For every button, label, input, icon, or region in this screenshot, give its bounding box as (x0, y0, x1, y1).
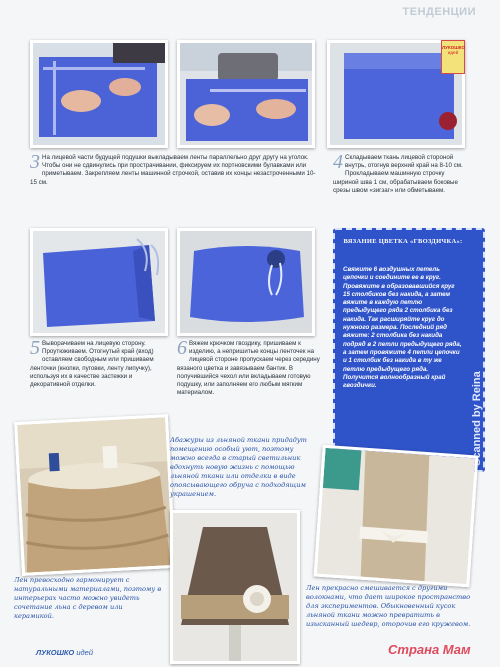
step-3-image (33, 43, 165, 145)
table-image (17, 417, 173, 573)
footer-logo (36, 648, 93, 657)
magazine-badge-title: ЛУКОШКО (442, 45, 465, 50)
table-photo (14, 414, 176, 576)
step-6-photo (177, 228, 315, 336)
magazine-badge-sub: идей (447, 50, 459, 55)
step-3-number: 3 (30, 151, 40, 173)
table-caption: Лен превосходно гармонирует с натуральными материалами, поэтому в интерьерах часто можно увидеть сочетание льна с деревом или керамикой. (14, 576, 162, 620)
table-runner-photo (314, 445, 479, 588)
step-3-text (30, 151, 316, 187)
step-4-text (333, 151, 463, 195)
table-runner-caption: Лен прекрасно смешивается с другими волокнами, что дает широкое пространство для экспериментов. Обыкновенный кусок льняной ткани можно превратить в изысканный шедевр, оторочив его кружевом. (306, 584, 471, 628)
step-3-body: На лицевой части будущей подушки выкладываем ленты параллельно друг другу на уголок. Чтобы они не сдвинулись при прострачивании, фиксируем их портновскими булавками или приметываем. Закрепляем ленты машинной строчкой, оставив их концы незастроченными 10-15 см. (30, 154, 316, 186)
step-4-number: 4 (333, 151, 343, 173)
scan-credit: Scanned by Reina (471, 371, 483, 466)
step-5-number: 5 (30, 337, 40, 359)
step-3-photo (30, 40, 168, 148)
magazine-badge (441, 40, 465, 74)
footer-logo-title: ЛУКОШКО (36, 648, 75, 657)
footer-watermark: Страна Мам (388, 642, 471, 657)
lampshade-image (173, 513, 297, 661)
step-5-body: Выворачиваем на лицевую сторону. Проутюживаем. Отогнутый край (вход) оставляем свободным или пришиваем ленточки (кнопки, пуговки, ленту липучку), используя их в качестве застежки и декоративной отделки. (30, 340, 154, 389)
step-5-image (33, 231, 165, 333)
step-4-body: Складываем ткань лицевой стороной внутрь, отогнув верхний край на 8-10 см. Прокладываем машинную строчку шириной шва 1 см, обрабатываем боковые срезы швом «зигзаг» или обметываем. (333, 154, 463, 194)
table-runner-image (317, 448, 475, 584)
step-3b-photo (177, 40, 315, 148)
step-5-text (30, 337, 168, 389)
step-6-text (177, 337, 323, 397)
step-5-photo (30, 228, 168, 336)
step-6-number: 6 (177, 337, 187, 359)
panel-body: Свяжите 6 воздушных петель цепочки и соедините ее в круг. Провяжите в образовавшийся круг 15 столбиков без накида, а затем вяжите в каждую петлю предыдущего ряда 2 столбика без накида. Так расширяйте круг до нужного размера. Последний ряд вяжите: 2 столбика без накида подряд в 2 петли предыдущего ряда, а затем провяжите 4 петли цепочки и 1 столбик без накида в ту же петлю предыдущего ряда. Получится волнообразный край гвоздички. (343, 266, 462, 390)
footer-logo-sub: идей (76, 648, 94, 657)
crochet-instructions-panel (333, 228, 485, 472)
step-3b-image (180, 43, 312, 145)
step-6-image (180, 231, 312, 333)
section-tag: ТЕНДЕНЦИИ (402, 6, 476, 18)
step-6-body: Вяжем крючком гвоздику, пришиваем к изделию, а непришитые концы ленточек на лицевой стороне пропускаем через середину вязаного цветка и завязываем бантик. В получившийся чехол или вкладываем готовую подушку, или заполняем его любым мягким материалом. (177, 340, 320, 397)
panel-title: ВЯЗАНИЕ ЦВЕТКА «ГВОЗДИЧКА»: (343, 238, 463, 245)
lampshade-caption: Абажуры из льняной ткани придадут помещению особый уют, поэтому можно всегда в старый светильник вдохнуть новую жизнь с помощью льняной ткани или отделки в виде опоясывающего обруча с подходящим украшением. (170, 436, 307, 498)
lampshade-photo (170, 510, 300, 664)
